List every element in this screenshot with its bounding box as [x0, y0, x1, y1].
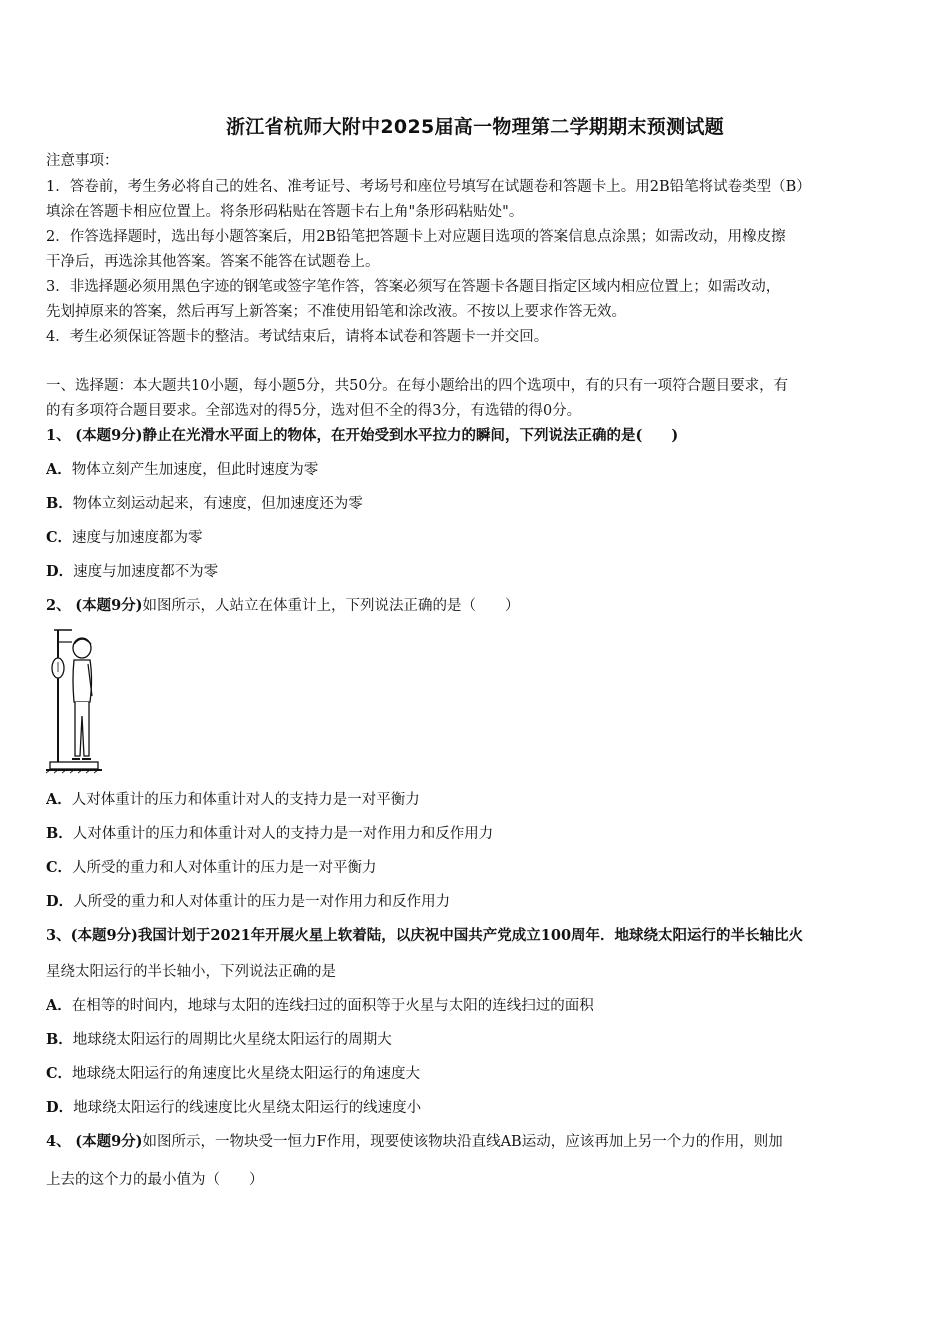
question-3-option-c — [46, 1064, 910, 1084]
question-2-option-d — [46, 892, 910, 912]
question-1-option-c — [46, 528, 910, 548]
option-text: 物体立刻产生加速度，但此时速度为零 — [71, 462, 319, 478]
question-stem-text: 如图所示，一物块受一恒力F作用，现要使该物块沿直线AB运动，应该再加上另一个力的作用，则加 — [142, 1134, 783, 1150]
option-label: B． — [46, 1031, 73, 1048]
person-on-scale-figure — [44, 624, 104, 774]
question-1-option-d — [46, 562, 910, 582]
option-text: 速度与加速度都不为零 — [73, 564, 219, 580]
option-label: D． — [46, 563, 74, 580]
notice-line: 2．作答选择题时，选出每小题答案后，用2B铅笔把答题卡上对应题目选项的答案信息点涂黑；如需改动，用橡皮擦 — [46, 229, 786, 245]
notice-line: 干净后，再选涂其他答案。答案不能答在试题卷上。 — [46, 254, 380, 270]
option-text: 地球绕太阳运行的周期比火星绕太阳运行的周期大 — [72, 1032, 392, 1048]
option-label: B． — [46, 825, 73, 842]
notice-line: 3．非选择题必须用黑色字迹的钢笔或签字笔作答，答案必须写在答题卡各题目指定区域内相应位置上；如需改动， — [46, 279, 781, 295]
option-text: 人所受的重力和人对体重计的压力是一对平衡力 — [72, 860, 377, 876]
option-label: C． — [46, 1065, 73, 1082]
question-number: 3、 — [46, 927, 71, 944]
question-tag: (本题9分) — [75, 427, 143, 444]
option-text: 物体立刻运动起来，有速度，但加速度还为零 — [72, 496, 363, 512]
question-3-option-a — [46, 996, 910, 1016]
question-3-stem-continued: 星绕太阳运行的半长轴小，下列说法正确的是 — [46, 964, 336, 980]
notice-line: 填涂在答题卡相应位置上。将条形码粘贴在答题卡右上角"条形码粘贴处"。 — [46, 204, 524, 220]
option-label: D． — [46, 1099, 74, 1116]
section-heading-line: 的有多项符合题目要求。全部选对的得5分，选对但不全的得3分，有选错的得0分。 — [46, 403, 582, 419]
notice-heading: 注意事项： — [46, 153, 119, 169]
option-text: 地球绕太阳运行的线速度比火星绕太阳运行的线速度小 — [73, 1100, 422, 1116]
question-4-stem — [46, 1132, 910, 1152]
option-text: 速度与加速度都为零 — [72, 530, 203, 546]
question-stem-text: 如图所示，人站立在体重计上，下列说法正确的是（ ） — [142, 598, 520, 614]
notice-line: 先划掉原来的答案，然后再写上新答案；不准使用铅笔和涂改液。不按以上要求作答无效。 — [46, 304, 626, 320]
question-tag: (本题9分) — [70, 927, 138, 944]
question-number: 1、 — [46, 427, 71, 444]
option-label: A． — [46, 791, 72, 808]
question-number: 2、 — [46, 597, 71, 614]
option-label: A． — [46, 997, 72, 1014]
option-text: 地球绕太阳运行的角速度比火星绕太阳运行的角速度大 — [72, 1066, 421, 1082]
question-tag: (本题9分) — [75, 597, 143, 614]
question-1-option-b — [46, 494, 910, 514]
option-label: A． — [46, 461, 72, 478]
question-2-option-a — [46, 790, 910, 810]
question-3-option-d — [46, 1098, 910, 1118]
option-label: D． — [46, 893, 74, 910]
option-text: 人对体重计的压力和体重计对人的支持力是一对作用力和反作用力 — [72, 826, 494, 842]
question-3-option-b — [46, 1030, 910, 1050]
page-title: 浙江省杭师大附中2025届高一物理第二学期期末预测试题 — [226, 116, 724, 138]
option-text: 人所受的重力和人对体重计的压力是一对作用力和反作用力 — [73, 894, 451, 910]
question-stem-text: 静止在光滑水平面上的物体，在开始受到水平拉力的瞬间，下列说法正确的是( ) — [142, 427, 679, 444]
question-2-option-b — [46, 824, 910, 844]
option-label: C． — [46, 859, 73, 876]
option-label: C． — [46, 529, 73, 546]
option-text: 在相等的时间内，地球与太阳的连线扫过的面积等于火星与太阳的连线扫过的面积 — [71, 998, 594, 1014]
option-label: B． — [46, 495, 73, 512]
notice-line: 4．考生必须保证答题卡的整洁。考试结束后，请将本试卷和答题卡一并交回。 — [46, 329, 549, 345]
question-2-option-c — [46, 858, 910, 878]
question-1-option-a — [46, 460, 910, 480]
question-2-stem — [46, 596, 910, 616]
question-number: 4、 — [46, 1133, 71, 1150]
section-heading-line: 一、选择题：本大题共10小题，每小题5分，共50分。在每小题给出的四个选项中，有的只有一项符合题目要求，有 — [46, 378, 789, 394]
question-4-stem-continued: 上去的这个力的最小值为（ ） — [46, 1172, 264, 1188]
notice-line: 1．答卷前，考生务必将自己的姓名、准考证号、考场号和座位号填写在试题卷和答题卡上。用2B铅笔将试卷类型（B） — [46, 179, 811, 195]
question-3-stem — [46, 926, 910, 946]
question-tag: (本题9分) — [75, 1133, 143, 1150]
question-stem-text: 我国计划于2021年开展火星上软着陆，以庆祝中国共产党成立100周年．地球绕太阳运行的半长轴比火 — [137, 927, 804, 944]
option-text: 人对体重计的压力和体重计对人的支持力是一对平衡力 — [71, 792, 420, 808]
question-1-stem — [46, 426, 910, 446]
